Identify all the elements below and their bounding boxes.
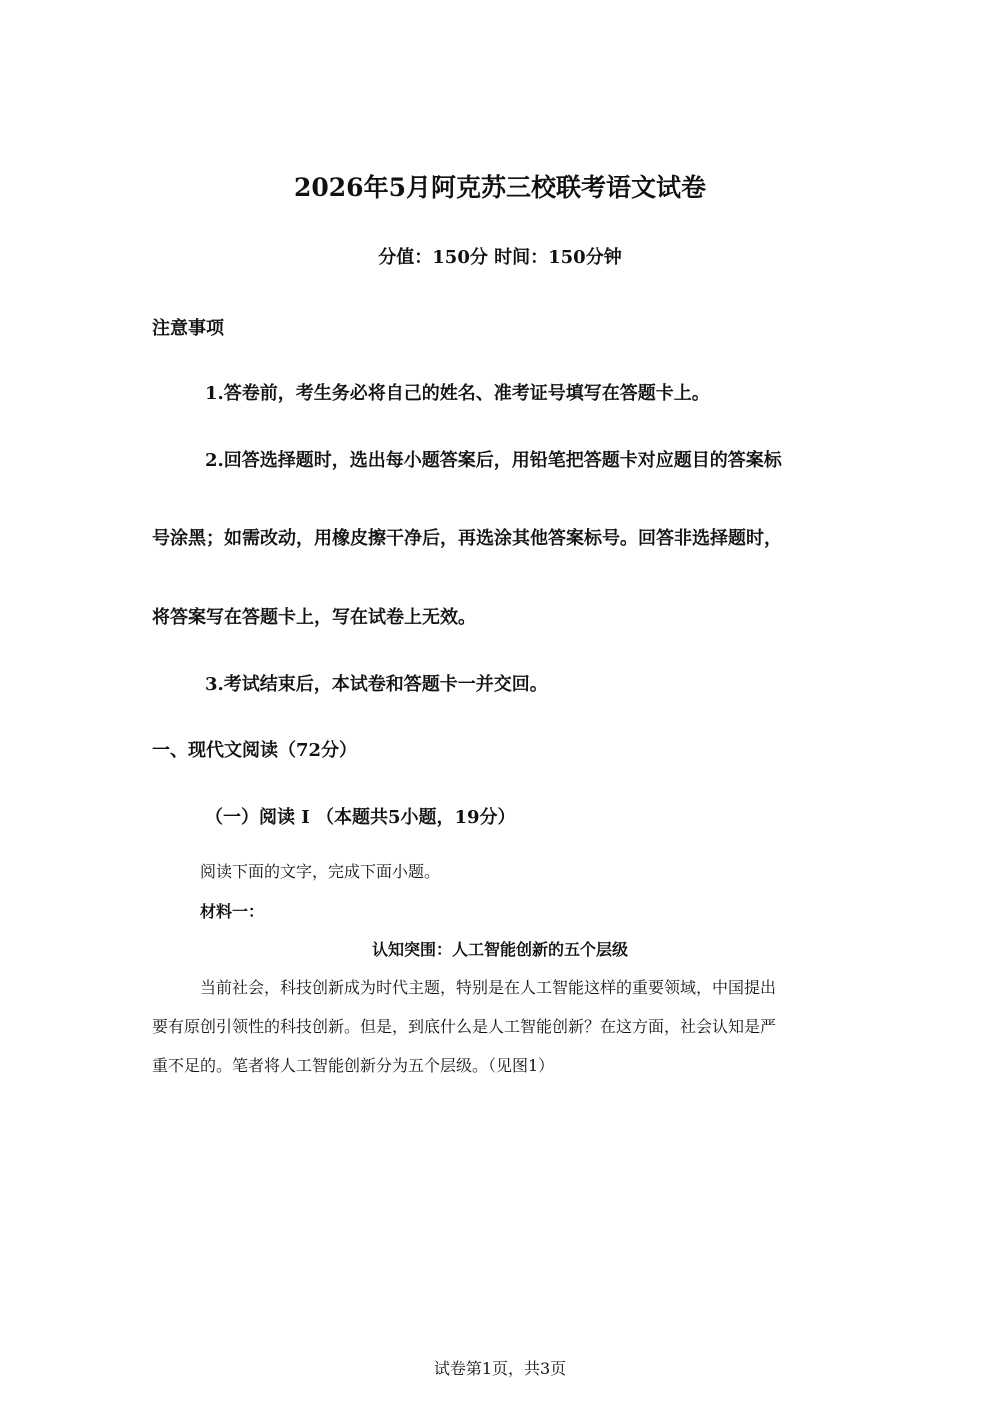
page-footer: 试卷第1页，共3页 <box>433 1359 567 1378</box>
paragraph-line-3: 重不足的。笔者将人工智能创新分为五个层级。（见图1） <box>152 1056 555 1075</box>
notice-item-2-line-2: 号涂黑；如需改动，用橡皮擦干净后，再选涂其他答案标号。回答非选择题时， <box>152 528 782 549</box>
notice-heading: 注意事项 <box>152 318 224 339</box>
notice-item-1: 1.答卷前，考生务必将自己的姓名、准考证号填写在答题卡上。 <box>205 383 710 404</box>
reading-instruction: 阅读下面的文字，完成下面小题。 <box>200 862 441 881</box>
exam-title: 2026年5月阿克苏三校联考语文试卷 <box>294 173 706 202</box>
notice-item-2-line-3: 将答案写在答题卡上，写在试卷上无效。 <box>152 607 476 628</box>
subsection-heading: （一）阅读 I （本题共5小题，19分） <box>205 807 516 828</box>
paragraph-line-2: 要有原创引领性的科技创新。但是，到底什么是人工智能创新？在这方面，社会认知是严 <box>152 1017 777 1036</box>
section-heading: 一、现代文阅读（72分） <box>152 740 358 761</box>
exam-score-time: 分值：150分 时间：150分钟 <box>378 247 622 268</box>
material-label: 材料一： <box>200 902 265 921</box>
article-title: 认知突围：人工智能创新的五个层级 <box>371 940 628 959</box>
paragraph-line-1: 当前社会，科技创新成为时代主题，特别是在人工智能这样的重要领域，中国提出 <box>200 978 777 997</box>
notice-item-3: 3.考试结束后，本试卷和答题卡一并交回。 <box>205 674 548 695</box>
notice-item-2-line-1: 2.回答选择题时，选出每小题答案后，用铅笔把答题卡对应题目的答案标 <box>205 450 782 471</box>
